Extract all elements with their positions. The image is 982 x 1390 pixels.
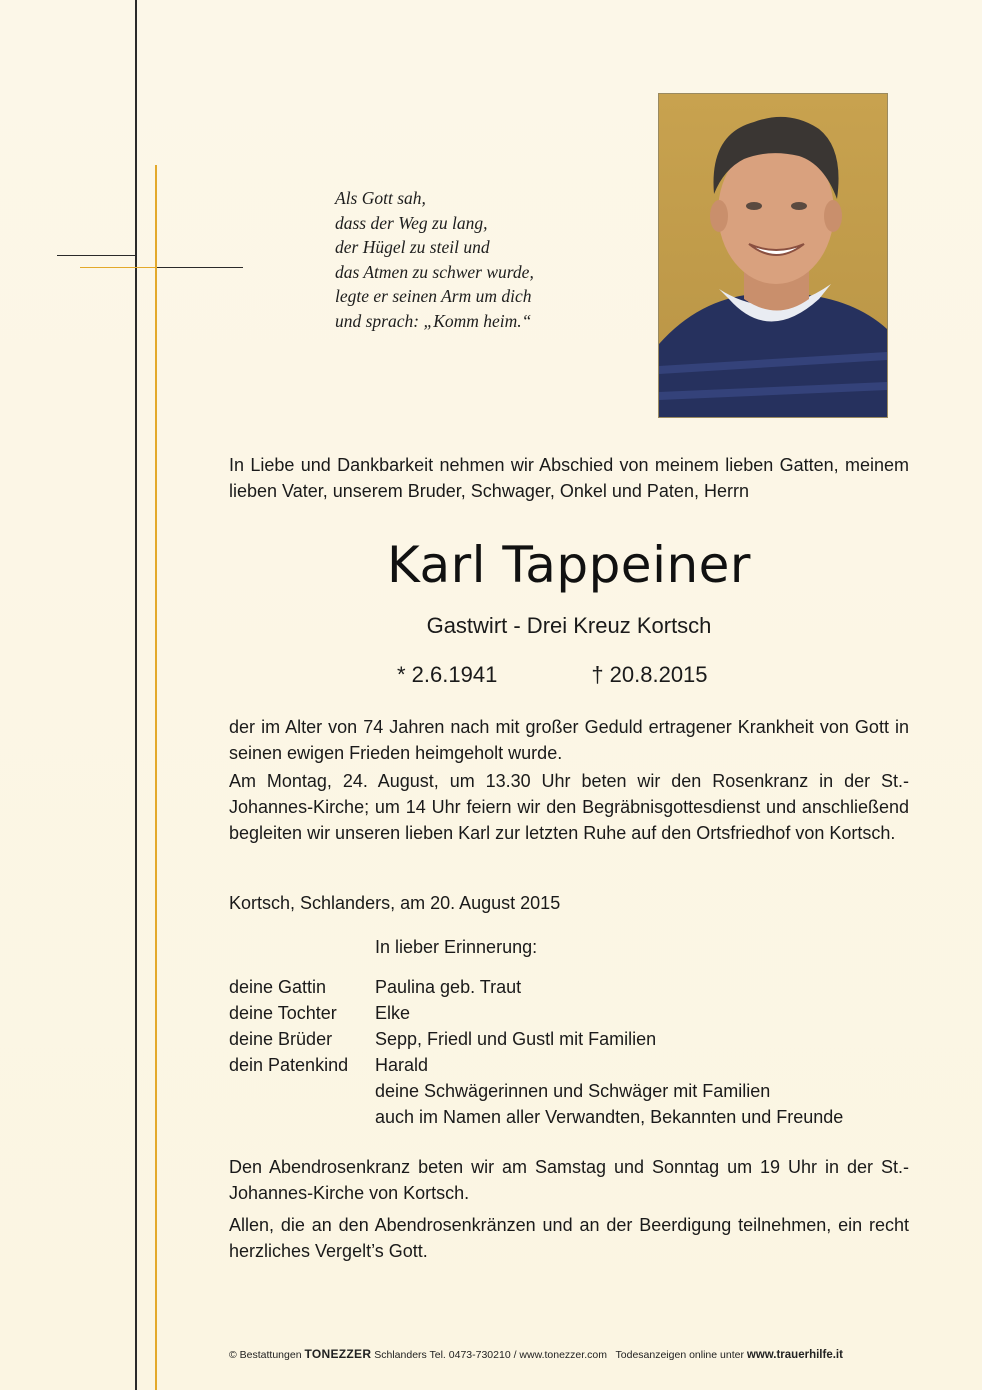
poem-line: der Hügel zu steil und [335,237,490,257]
family-list [229,974,843,1130]
portrait-illustration [659,94,887,417]
poem-line: legte er seinen Arm um dich [335,286,532,306]
body-text-1: der im Alter von 74 Jahren nach mit großer Geduld ertragener Krankheit von Gott in seinen ewigen Frieden heimgeholt wurde. [229,717,909,763]
cross-horizontal-gold-line [80,267,155,268]
closing-text-2: Allen, die an den Abendrosenkränzen und an der Beerdigung teilnehmen, ein recht herzliches Vergelt’s Gott. [229,1215,909,1261]
cross-horizontal-dark-line [57,255,135,256]
closing-text-1: Den Abendrosenkranz beten wir am Samstag und Sonntag um 19 Uhr in der St.-Johannes-Kirche von Kortsch. [229,1157,909,1203]
family-relation: deine Gattin [229,977,327,997]
family-row [229,1026,843,1052]
family-names: Elke [375,1003,411,1023]
family-row [229,974,843,1000]
death-date: † 20.8.2015 [591,662,708,687]
family-names: Paulina geb. Traut [375,977,522,997]
family-names: Harald [375,1055,429,1075]
closing-paragraph-2 [229,1212,909,1264]
remembrance-heading: In lieber Erinnerung: [375,937,538,957]
occupation: Gastwirt - Drei Kreuz Kortsch [426,613,712,638]
life-dates [397,661,708,689]
family-relation: dein Patenkind [229,1055,349,1075]
birth-date: * 2.6.1941 [397,662,498,687]
family-row [229,1104,843,1130]
deceased-name: Karl Tappeiner [387,536,751,594]
family-row [229,1052,843,1078]
family-row [229,1000,843,1026]
poem [335,186,635,333]
poem-line: und sprach: „Komm heim.“ [335,310,532,331]
family-row [229,1078,843,1104]
family-relation: deine Tochter [229,1003,337,1023]
portrait-photo [658,93,888,418]
body-paragraph-1 [229,714,909,766]
footer-website-link[interactable]: www.trauerhilfe.it [746,1349,843,1361]
family-names: auch im Namen aller Verwandten, Bekannten und Freunde [375,1107,844,1127]
footer [229,1347,843,1362]
closing-paragraph-1 [229,1154,909,1206]
poem-line: dass der Weg zu lang, [335,212,488,233]
intro-text: In Liebe und Dankbarkeit nehmen wir Abschied von meinem lieben Gatten, meinem lieben Vater, unserem Bruder, Schwager, Onkel und Paten, Herrn [229,455,909,501]
family-relation [229,1104,375,1130]
intro-paragraph [229,452,909,504]
family-relation [229,1078,375,1104]
cross-vertical-gold-line [155,165,157,1390]
family-names: Sepp, Friedl und Gustl mit Familien [375,1029,657,1049]
cross-horizontal-dark-line-right [157,267,243,268]
footer-prefix: © Bestattungen [229,1349,302,1361]
footer-online: Todesanzeigen online unter [615,1349,744,1361]
cross-vertical-dark-line [135,0,137,1390]
family-names: deine Schwägerinnen und Schwäger mit Familien [375,1081,771,1101]
poem-line: Als Gott sah, [335,188,426,208]
footer-contact: Schlanders Tel. 0473-730210 / www.tonezzer.com [374,1349,607,1361]
family-relation: deine Brüder [229,1029,333,1049]
body-paragraph-2 [229,768,909,846]
poem-line: das Atmen zu schwer wurde, [335,261,534,282]
place-and-date: Kortsch, Schlanders, am 20. August 2015 [229,893,561,913]
footer-brand: TONEZZER [304,1347,372,1361]
body-text-2: Am Montag, 24. August, um 13.30 Uhr beten wir den Rosenkranz in der St.-Johannes-Kirche; um 14 Uhr feiern wir den Begräbnisgottesdienst und anschließend begleiten wir unseren lieben Karl zur letzten Ruhe auf den Ortsfriedhof von Kortsch. [229,771,909,843]
